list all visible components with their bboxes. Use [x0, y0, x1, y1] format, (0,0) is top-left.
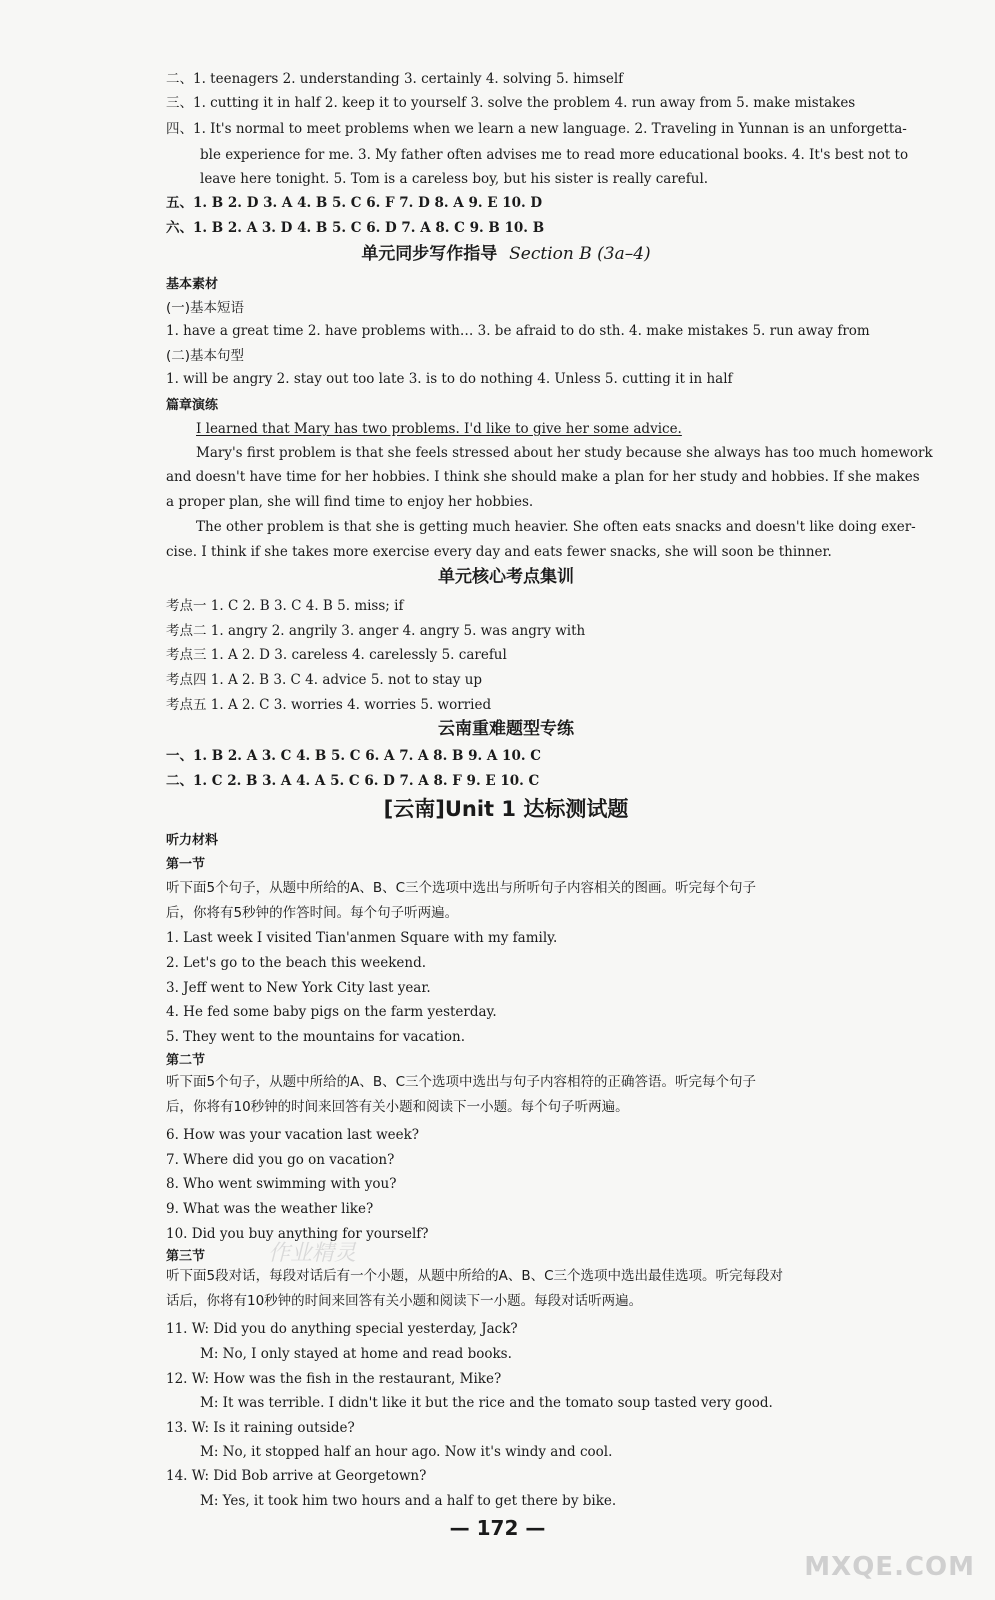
- question-14-woman: 14. W: Did Bob arrive at Georgetown?: [166, 1468, 427, 1484]
- answers-part2: 二、1. teenagers 2. understanding 3. certainly 4. solving 5. himself: [166, 71, 624, 87]
- yunnan-drill-heading: 云南重难题型专练: [438, 719, 574, 739]
- core-point-2: 考点二 1. angry 2. angrily 3. anger 4. angry 5. was angry with: [166, 623, 586, 639]
- listening-label: 听力材料: [166, 833, 219, 848]
- section2-label: 第二节: [166, 1053, 206, 1068]
- section3-instr-line2: 话后，你将有10秒钟的时间来回答有关小题和阅读下一小题。每段对话听两遍。: [166, 1293, 643, 1309]
- yunnan-drill-line1: 一、1. B 2. A 3. C 4. B 5. C 6. A 7. A 8. B 9. A 10. C: [166, 748, 541, 764]
- question-12-man: M: It was terrible. I didn't like it but the rice and the tomato soup tasted very good.: [200, 1395, 773, 1411]
- core-point-5: 考点五 1. A 2. C 3. worries 4. worries 5. worried: [166, 697, 492, 713]
- question-11-man: M: No, I only stayed at home and read books.: [200, 1346, 512, 1362]
- section2-instr-line1: 听下面5个句子，从题中所给的A、B、C三个选项中选出与句子内容相符的正确答语。听完每个句子: [166, 1074, 757, 1090]
- section2-instr-line2: 后，你将有10秒钟的时间来回答有关小题和阅读下一小题。每个句子听两遍。: [166, 1099, 629, 1115]
- writing-title-cn: 单元同步写作指导: [361, 244, 498, 264]
- answers-part4-line3: leave here tonight. 5. Tom is a careless boy, but his sister is really careful.: [200, 171, 709, 187]
- question-5: 5. They went to the mountains for vacation.: [166, 1029, 466, 1045]
- practice-label: 篇章演练: [166, 398, 219, 413]
- phrases-list: 1. have a great time 2. have problems with… 3. be afraid to do sth. 4. make mistakes 5. run away from: [166, 323, 870, 339]
- page-number: — 172 —: [449, 1516, 546, 1540]
- question-12-woman: 12. W: How was the fish in the restaurant, Mike?: [166, 1371, 502, 1387]
- essay-p3-line2: cise. I think if she takes more exercise every day and eats fewer snacks, she will soon be thinner.: [166, 544, 832, 560]
- section3-label: 第三节: [166, 1249, 206, 1264]
- question-2: 2. Let's go to the beach this weekend.: [166, 955, 427, 971]
- core-point-1: 考点一 1. C 2. B 3. C 4. B 5. miss; if: [166, 598, 404, 614]
- sentences-label: (二)基本句型: [166, 348, 245, 364]
- section1-instr-line1: 听下面5个句子，从题中所给的A、B、C三个选项中选出与所听句子内容相关的图画。听完每个句子: [166, 880, 757, 896]
- writing-section-heading: [166, 243, 846, 265]
- question-11-woman: 11. W: Did you do anything special yesterday, Jack?: [166, 1321, 518, 1337]
- answers-part4-line1: 四、1. It's normal to meet problems when we learn a new language. 2. Traveling in Yunnan is an unforgetta-: [166, 121, 907, 137]
- question-13-woman: 13. W: Is it raining outside?: [166, 1420, 355, 1436]
- essay-p2-line2: and doesn't have time for her hobbies. I think she should make a plan for her study and hobbies. If she makes: [166, 469, 920, 485]
- question-6: 6. How was your vacation last week?: [166, 1127, 420, 1143]
- faint-stamp: 作业精灵: [268, 1241, 357, 1266]
- essay-p3-line1: The other problem is that she is getting much heavier. She often eats snacks and doesn't like doing exer-: [196, 519, 916, 535]
- writing-title-en: Section B (3a–4): [509, 244, 651, 264]
- section3-instr-line1: 听下面5段对话，每段对话后有一个小题，从题中所给的A、B、C三个选项中选出最佳选项。听完每段对: [166, 1268, 784, 1284]
- essay-first-sentence: I learned that Mary has two problems. I'd like to give her some advice.: [196, 421, 682, 437]
- question-1: 1. Last week I visited Tian'anmen Square with my family.: [166, 930, 558, 946]
- phrases-label: (一)基本短语: [166, 300, 245, 316]
- question-9: 9. What was the weather like?: [166, 1201, 374, 1217]
- section1-instr-line2: 后，你将有5秒钟的作答时间。每个句子听两遍。: [166, 905, 459, 921]
- question-7: 7. Where did you go on vacation?: [166, 1152, 395, 1168]
- question-13-man: M: No, it stopped half an hour ago. Now it's windy and cool.: [200, 1444, 613, 1460]
- question-3: 3. Jeff went to New York City last year.: [166, 980, 431, 996]
- answers-part3: 三、1. cutting it in half 2. keep it to yourself 3. solve the problem 4. run away from 5. make mistakes: [166, 95, 856, 111]
- answers-part5: 五、1. B 2. D 3. A 4. B 5. C 6. F 7. D 8. A 9. E 10. D: [166, 195, 543, 211]
- question-10: 10. Did you buy anything for yourself?: [166, 1226, 429, 1242]
- essay-p2-line3: a proper plan, she will find time to enjoy her hobbies.: [166, 494, 534, 510]
- core-points-heading: 单元核心考点集训: [438, 567, 574, 587]
- section1-label: 第一节: [166, 857, 206, 872]
- core-point-3: 考点三 1. A 2. D 3. careless 4. carelessly 5. careful: [166, 647, 507, 663]
- unit-test-heading: [云南]Unit 1 达标测试题: [383, 797, 629, 821]
- basic-material-label: 基本素材: [166, 277, 219, 292]
- question-14-man: M: Yes, it took him two hours and a half to get there by bike.: [200, 1493, 617, 1509]
- question-8: 8. Who went swimming with you?: [166, 1176, 397, 1192]
- answers-part6: 六、1. B 2. A 3. D 4. B 5. C 6. D 7. A 8. C 9. B 10. B: [166, 220, 545, 236]
- answers-part4-line2: ble experience for me. 3. My father often advises me to read more educational books. 4. It's best not to: [200, 147, 909, 163]
- question-4: 4. He fed some baby pigs on the farm yesterday.: [166, 1004, 497, 1020]
- site-watermark: MXQE.COM: [804, 1552, 975, 1582]
- yunnan-drill-line2: 二、1. C 2. B 3. A 4. A 5. C 6. D 7. A 8. F 9. E 10. C: [166, 773, 540, 789]
- core-point-4: 考点四 1. A 2. B 3. C 4. advice 5. not to stay up: [166, 672, 483, 688]
- essay-p2-line1: Mary's first problem is that she feels stressed about her study because she always has too much homework: [196, 445, 933, 461]
- sentences-list: 1. will be angry 2. stay out too late 3. is to do nothing 4. Unless 5. cutting it in half: [166, 371, 733, 387]
